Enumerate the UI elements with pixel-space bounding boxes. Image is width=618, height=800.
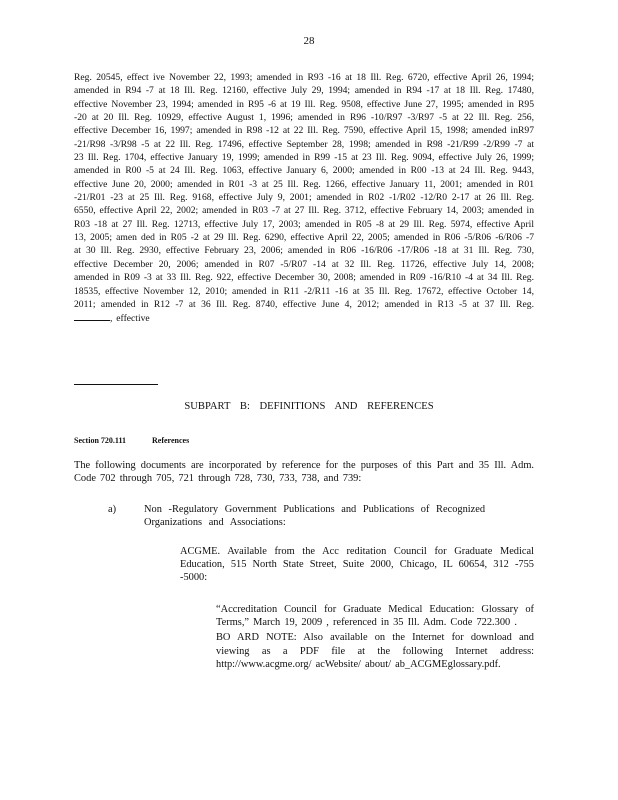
intro-paragraph: The following documents are incorporated by reference for the purposes of this Part and 35 Ill. Adm. Code 702 through 705, 721 through 728, 730, 733, 738, and 739: [74, 460, 534, 485]
acgme-paragraph: ACGME. Available from the Acc reditation Council for Graduate Medical Education, 515 North State Street, Suite 2000, Chicago, IL 60654, 312 -755 -5000: [180, 546, 534, 584]
subpart-heading: SUBPART B: DEFINITIONS AND REFERENCES [184, 401, 434, 412]
section-heading [74, 436, 215, 445]
list-item-a-marker: a) [108, 504, 117, 515]
glossary-reference-block [216, 603, 534, 671]
page-number: 28 [303, 35, 315, 47]
list-item-a-text: Non -Regulatory Government Publications and Publications of Recognized Organizations and Associations: [144, 504, 486, 529]
section-title: References [152, 436, 190, 445]
history-text: Reg. 20545, effect ive November 22, 1993; amended in R93 -16 at 18 Ill. Reg. 6720, effective April 26, 1994; amended in R94 -7 at 18 Ill. Reg. 12160, effective July 29, 1994; amended in R94 -17 at 18 Ill. Reg. 17480, effective November 23, 1994; amended in R95 -6 at 19 Ill. Reg. 9508, effective June 27, 1995; amended in R95 -20 at 20 Ill. Reg. 10929, effective August 1, 1996; amended in R96 -10/R97 -3/R97 -5 at 22 Ill. Reg. 256, effective December 16, 1997; amended in R98 -12 at 22 Ill. Reg. 7590, effective April 15, 1998; amended inR97 -21/R98 -3/R98 -5 at 22 Ill. Reg. 17496, effective September 28, 1998; amended in R98 -21/R99 -2/R99 -7 at 23 Ill. Reg. 1704, effective January 19, 1999; amended in R99 -15 at 23 Ill. Reg. 9094, effective July 26, 1999; amended in R00 -5 at 24 Ill. Reg. 1063, effective January 6, 2000; amended in R00 -13 at 24 Ill. Reg. 9443, effective June 20, 2000; amended in R01 -3 at 25 Ill. Reg. 1266, effective January 11, 2001; amended in R01 -21/R01 -23 at 25 Ill. Reg. 9168, effective July 9, 2001; amended in R02 -1/R02 -12/R0 2-17 at 26 Ill. Reg. 6550, effective April 22, 2002; amended in R03 -7 at 27 Ill. Reg. 3712, effective February 14, 2003; amended in R03 -18 at 27 Ill. Reg. 12713, effective July 17, 2003; amended in R05 -8 at 29 Ill. Reg. 5974, effective April 13, 2005; amen ded in R05 -2 at 29 Ill. Reg. 6290, effective April 22, 2005; amended in R06 -5/R06 -6/R06 -7 at 30 Ill. Reg. 2930, effective February 23, 2006; amended in R06 -16/R06 -17/R06 -18 at 31 Ill. Reg. 730, effective December 20, 2006; amended in R07 -5/R07 -14 at 32 Ill. Reg. 11726, effective July 14, 2008; amended in R09 -3 at 33 Ill. Reg. 922, effective December 30, 2008; amended in R09 -16/R10 -4 at 34 Ill. Reg. 18535, effective November 12, 2010; amended in R11 -2/R11 -16 at 35 Ill. Reg. 17672, effective October 14, 2011; amended in R12 -7 at 36 Ill. Reg. 8740, effective June 4, 2012; amended in R13 -5 at 37 Ill. Reg. [74, 72, 534, 310]
board-note: BO ARD NOTE: Also available on the Internet for download and viewing as a PDF file at the following Internet address: http://www.acgme.org/ acWebsite/ about/ ab_ACGMEglossary.pdf. [216, 632, 534, 670]
effective-date-blank-rule [74, 384, 158, 385]
section-number: Section 720.111 [74, 436, 127, 445]
source-history-paragraph [74, 71, 534, 326]
history-tail: , effective [110, 313, 150, 325]
glossary-reference: “Accreditation Council for Graduate Medical Education: Glossary of Terms,” March 19, 2009 , referenced in 35 Ill. Adm. Code 722.300 . [216, 604, 534, 629]
register-page-blank [74, 311, 110, 321]
